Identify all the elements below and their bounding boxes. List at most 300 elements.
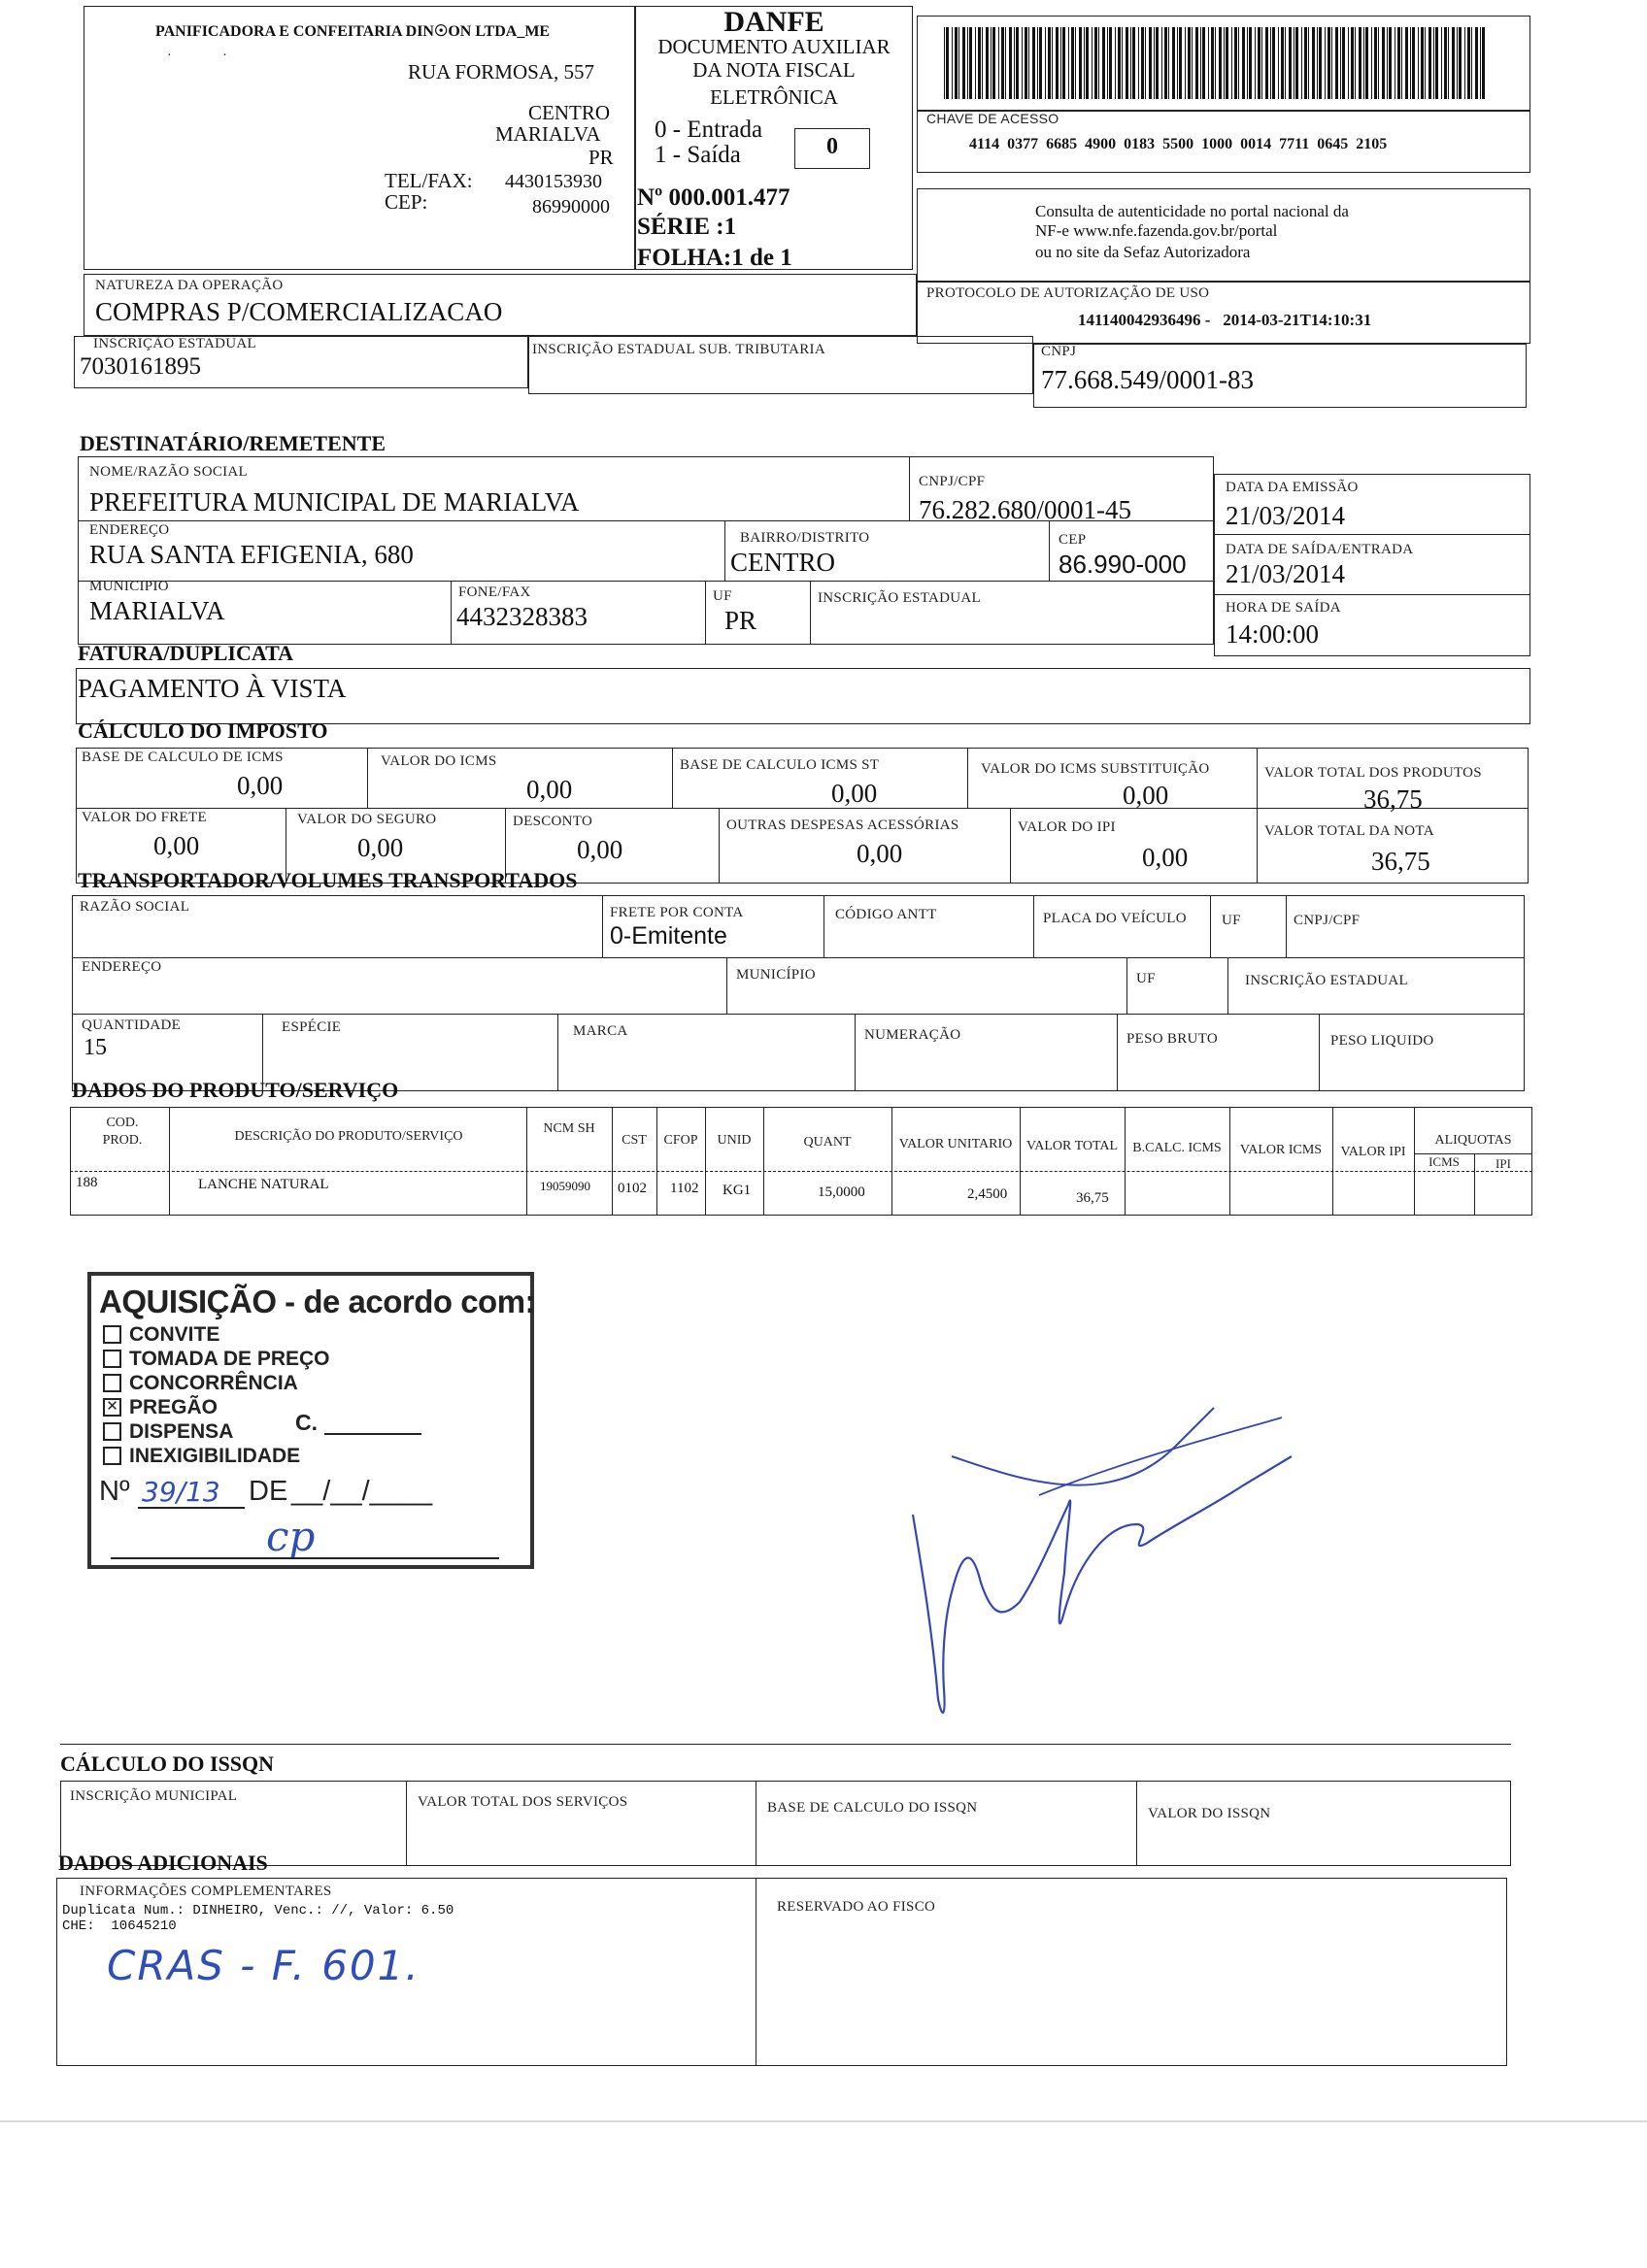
info-line-2: CHE: 10645210 [62,1918,177,1934]
barcode-bar [1382,27,1385,99]
danfe-subtitle-2: DA NOTA FISCAL [692,58,856,82]
protocolo-value: 141140042936496 - 2014-03-21T14:10:31 [1078,311,1372,329]
transp-numeracao-label: NUMERAÇÃO [864,1027,961,1043]
barcode-bar [1328,27,1330,99]
barcode-bar [1179,27,1182,99]
issqn-total-label: VALOR TOTAL DOS SERVIÇOS [418,1794,628,1810]
transp-frete-label: FRETE POR CONTA [610,905,744,920]
destinatario-section: DESTINATÁRIO/REMETENTE [80,431,386,455]
ipi: 0,00 [1142,843,1189,872]
th-cfop: CFOP [663,1133,698,1148]
issqn-section: CÁLCULO DO ISSQN [60,1751,275,1776]
danfe-saida: 1 - Saída [655,142,741,168]
barcode-bar [1145,27,1146,99]
barcode-bar [1351,27,1354,99]
barcode-bar [978,27,981,99]
dest-municipio: MARIALVA [89,596,225,625]
barcode-bar [1374,27,1377,99]
barcode-bar [1405,27,1408,99]
barcode-bar [1039,27,1042,99]
barcode-bar [1130,27,1131,99]
transp-quantidade: 15 [84,1035,107,1060]
row-quant: 15,0000 [818,1184,865,1200]
barcode-bar [1016,27,1019,99]
barcode-bar [1475,27,1478,99]
transp-uf-label: UF [1222,913,1241,928]
barcode-bar [1258,27,1260,99]
barcode-bar [1195,27,1198,99]
barcode-bar [1238,27,1239,99]
barcode-bar [946,27,949,99]
stamp-option [103,1371,330,1395]
barcode-bar [1071,27,1074,99]
protocolo-label: PROTOCOLO DE AUTORIZAÇÃO DE USO [926,285,1210,301]
emitter-dots: · · [167,49,227,63]
barcode-bar [1242,27,1245,99]
barcode-bar [1410,27,1411,99]
barcode-bar [1308,27,1309,99]
row-cst: 0102 [618,1181,647,1196]
barcode-bar [1249,27,1252,99]
barcode-bar [962,27,965,99]
barcode-bar [1215,27,1216,99]
valor-icms-label: VALOR DO ICMS [381,753,497,769]
dest-fone: 4432328383 [456,602,588,631]
barcode-bar [1278,27,1279,99]
base-st-label: BASE DE CALCULO ICMS ST [680,757,880,773]
checkbox-icon [103,1350,121,1368]
transp-marca-label: MARCA [573,1023,628,1039]
barcode [944,27,1488,99]
barcode-bar [1363,27,1364,99]
barcode-bar [1168,27,1169,99]
barcode-bar [1289,27,1292,99]
barcode-bar [1164,27,1167,99]
dest-saida: 21/03/2014 [1226,559,1346,588]
row-valor-unitario: 2,4500 [967,1186,1008,1202]
base-st: 0,00 [831,779,878,808]
barcode-bar [1444,27,1447,99]
chave-value: 4114 0377 6685 4900 0183 5500 1000 0014 7711 0645 2105 [969,136,1388,152]
danfe-tipo: 0 [826,134,838,159]
transp-quantidade-label: QUANTIDADE [82,1017,182,1033]
barcode-bar [1459,27,1462,99]
outras: 0,00 [857,839,903,868]
fatura-section: FATURA/DUPLICATA [78,641,294,665]
produtos-section: DADOS DO PRODUTO/SERVIÇO [72,1078,399,1102]
th-valor-icms: VALOR ICMS [1239,1143,1323,1157]
row-unid: KG1 [723,1183,752,1198]
seguro: 0,00 [357,833,404,862]
barcode-bar [1457,27,1458,99]
barcode-bar [1401,27,1402,99]
th-aliq-icms: ICMS [1429,1154,1460,1169]
checkbox-icon [103,1325,121,1344]
dest-cep: 86.990-000 [1059,550,1187,579]
th-valor-unitario: VALOR UNITARIO [898,1137,1013,1151]
emitter-cep: 86990000 [532,196,610,217]
transp-peso-liquido-label: PESO LIQUIDO [1330,1033,1434,1049]
barcode-bar [1062,27,1065,99]
info-handwritten: CRAS - F. 601. [107,1942,420,1989]
stamp-title: AQUISIÇÃO - de acordo com: [99,1284,536,1319]
fisco-label: RESERVADO AO FISCO [777,1899,936,1915]
frete: 0,00 [153,831,200,860]
barcode-bar [1068,27,1069,99]
barcode-bar [1325,27,1326,99]
barcode-bar [969,27,972,99]
barcode-bar [1098,27,1099,99]
barcode-bar [1132,27,1135,99]
barcode-bar [1005,27,1006,99]
barcode-bar [1412,27,1415,99]
desconto-label: DESCONTO [513,814,593,829]
checkbox-icon [103,1422,121,1441]
th-valor-ipi: VALOR IPI [1340,1145,1406,1159]
barcode-bar [1281,27,1284,99]
ie-st-label: INSCRIÇÃO ESTADUAL SUB. TRIBUTARIA [532,342,825,357]
stamp-option-label: INEXIGIBILIDADE [129,1444,301,1467]
dest-cnpj-label: CNPJ/CPF [919,474,986,489]
barcode-bar [1340,27,1341,99]
barcode-bar [1022,27,1023,99]
scan-edge [0,2120,1647,2122]
th-aliquotas: ALIQUOTAS [1434,1133,1512,1148]
issqn-valor-label: VALOR DO ISSQN [1148,1806,1271,1821]
barcode-bar [975,27,976,99]
emitter-street: RUA FORMOSA, 557 [408,60,594,83]
dest-hora: 14:00:00 [1226,619,1320,649]
emitter-district: CENTRO [528,101,610,124]
transp-endereco-label: ENDEREÇO [82,959,162,975]
barcode-bar [1102,27,1105,99]
dest-uf-label: UF [713,588,732,604]
stamp-option-label: CONVITE [129,1322,220,1346]
barcode-bar [1009,27,1012,99]
adicionais-section: DADOS ADICIONAIS [58,1851,268,1875]
barcode-bar [998,27,999,99]
dest-hora-label: HORA DE SAÍDA [1226,600,1341,616]
icms-subst: 0,00 [1123,781,1169,810]
barcode-bar [1441,27,1442,99]
transportador-section: TRANSPORTADOR/VOLUMES TRANSPORTADOS [78,868,578,892]
barcode-bar [1342,27,1345,99]
row-cod: 188 [76,1175,98,1190]
barcode-bar [1359,27,1361,99]
dest-cnpj: 76.282.680/0001-45 [919,495,1131,524]
emitter-cep-label: CEP: [385,190,428,214]
barcode-bar [1032,27,1035,99]
barcode-bar [1075,27,1076,99]
barcode-bar [1226,27,1228,99]
danfe-numero: Nº 000.001.477 [637,184,790,211]
base-icms: 0,00 [237,771,284,800]
dest-cep-label: CEP [1059,532,1087,548]
stamp-numero-label: Nº [99,1476,130,1507]
transp-especie-label: ESPÉCIE [282,1019,342,1035]
barcode-bar [1234,27,1237,99]
barcode-bar [1304,27,1307,99]
barcode-bar [967,27,968,99]
ie-value: 7030161895 [80,353,201,380]
barcode-bar [1118,27,1121,99]
barcode-bar [1188,27,1191,99]
barcode-bar [1149,27,1152,99]
barcode-bar [1319,27,1322,99]
dest-emissao-label: DATA DA EMISSÃO [1226,480,1359,495]
barcode-bar [1261,27,1262,99]
barcode-bar [1482,27,1485,99]
total-nota: 36,75 [1371,847,1430,876]
checkbox-icon [103,1374,121,1392]
barcode-bar [1200,27,1201,99]
barcode-bar [1141,27,1144,99]
th-cst: CST [622,1133,647,1148]
barcode-bar [1389,27,1392,99]
row-valor-total: 36,75 [1076,1190,1109,1206]
barcode-bar [1177,27,1178,99]
transp-frete: 0-Emitente [610,922,727,950]
barcode-bar [1208,27,1209,99]
danfe-entrada: 0 - Entrada [655,117,763,143]
stamp-de-label: DE [249,1476,288,1507]
barcode-bar [1060,27,1061,99]
barcode-bar [1138,27,1139,99]
dest-endereco-label: ENDEREÇO [89,522,170,538]
checked-box-icon: ✕ [103,1398,121,1417]
danfe-subtitle-3: ELETRÔNICA [710,85,838,109]
signature [893,1379,1301,1728]
stamp-option [103,1347,330,1371]
outras-label: OUTRAS DESPESAS ACESSÓRIAS [726,817,959,833]
transp-antt-label: CÓDIGO ANTT [835,907,937,922]
fatura-value: PAGAMENTO À VISTA [78,674,347,703]
dest-endereco: RUA SANTA EFIGENIA, 680 [89,540,414,569]
transp-placa-label: PLACA DO VEÍCULO [1043,911,1187,926]
barcode-bar [1161,27,1162,99]
barcode-bar [1331,27,1332,99]
transp-razao-label: RAZÃO SOCIAL [80,899,190,915]
barcode-bar [1255,27,1256,99]
th-ncm: NCM SH [543,1121,595,1136]
barcode-bar [1429,27,1431,99]
barcode-bar [1122,27,1123,99]
ie-label: INSCRIÇÃO ESTADUAL [93,336,256,351]
stamp-option [103,1444,330,1468]
dest-emissao: 21/03/2014 [1226,501,1346,530]
issqn-im-label: INSCRIÇÃO MUNICIPAL [70,1788,238,1804]
barcode-bar [991,27,992,99]
barcode-bar [1312,27,1315,99]
imposto-section: CÁLCULO DO IMPOSTO [78,718,328,743]
barcode-bar [1355,27,1356,99]
barcode-bar [1192,27,1193,99]
barcode-bar [955,27,958,99]
stamp-numero: 39/13 [142,1476,220,1508]
barcode-bar [1079,27,1082,99]
stamp-option-label: PREGÃO [129,1395,218,1418]
emitter-state: PR [588,146,614,169]
barcode-bar [992,27,995,99]
emitter-tel: 4430153930 [505,171,602,192]
barcode-bar [1448,27,1449,99]
ipi-label: VALOR DO IPI [1018,819,1116,835]
barcode-bar [1028,27,1029,99]
barcode-bar [952,27,953,99]
th-unid: UNID [717,1133,752,1148]
row-cfop: 1102 [670,1181,699,1196]
barcode-bar [1365,27,1368,99]
dest-saida-label: DATA DE SAÍDA/ENTRADA [1226,542,1414,557]
transp-uf2-label: UF [1136,971,1156,986]
barcode-bar [1285,27,1286,99]
barcode-bar [1480,27,1481,99]
barcode-bar [1317,27,1318,99]
dest-nome: PREFEITURA MUNICIPAL DE MARIALVA [89,487,580,517]
chave-label: CHAVE DE ACESSO [926,111,1059,126]
consulta-line-2: NF-e www.nfe.fazenda.gov.br/portal [1035,221,1278,240]
barcode-bar [1211,27,1214,99]
barcode-bar [958,27,959,99]
th-bcalc: B.CALC. ICMS [1132,1141,1222,1155]
th-cod: COD. PROD. [102,1116,143,1148]
barcode-bar [1265,27,1268,99]
transp-municipio-label: MUNICÍPIO [736,967,816,983]
barcode-bar [1126,27,1128,99]
emitter-name: PANIFICADORA E CONFEITARIA DIN☉ON LTDA_ME [155,23,551,40]
danfe-title: DANFE [723,6,824,38]
barcode-bar [1154,27,1155,99]
barcode-bar [1371,27,1372,99]
barcode-bar [1335,27,1338,99]
barcode-bar [1247,27,1248,99]
barcode-bar [1025,27,1027,99]
stamp-initials: cp [266,1513,316,1560]
barcode-bar [944,27,945,99]
frete-label: VALOR DO FRETE [82,810,207,825]
th-descricao: DESCRIÇÃO DO PRODUTO/SERVIÇO [234,1129,463,1144]
base-icms-label: BASE DE CALCULO DE ICMS [82,750,284,765]
barcode-bar [1202,27,1205,99]
barcode-bar [1295,27,1298,99]
stamp-option [103,1322,330,1347]
barcode-bar [1001,27,1004,99]
cnpj-emit-value: 77.668.549/0001-83 [1041,365,1254,394]
barcode-bar [1014,27,1015,99]
barcode-bar [1084,27,1085,99]
barcode-bar [1172,27,1175,99]
barcode-bar [1115,27,1116,99]
issqn-base-label: BASE DE CALCULO DO ISSQN [767,1800,978,1816]
dest-ie-label: INSCRIÇÃO ESTADUAL [818,590,981,606]
danfe-subtitle-1: DOCUMENTO AUXILIAR [657,35,891,58]
barcode-bar [1418,27,1419,99]
barcode-bar [1387,27,1388,99]
barcode-bar [1433,27,1434,99]
icms-subst-label: VALOR DO ICMS SUBSTITUIÇÃO [981,761,1210,777]
barcode-bar [1471,27,1472,99]
barcode-bar [1397,27,1400,99]
transp-cnpj-label: CNPJ/CPF [1294,913,1361,928]
danfe-folha: FOLHA:1 de 1 [637,245,792,271]
consulta-line-3: ou no site da Sefaz Autorizadora [1035,243,1251,261]
transp-ie-label: INSCRIÇÃO ESTADUAL [1245,973,1408,988]
barcode-bar [986,27,989,99]
barcode-bar [1378,27,1379,99]
stamp-c-label: C. [295,1410,318,1435]
barcode-bar [1270,27,1271,99]
barcode-bar [1452,27,1455,99]
barcode-bar [1156,27,1159,99]
barcode-bar [1425,27,1426,99]
dest-bairro: CENTRO [730,548,835,577]
stamp-date-slots: __/__/____ [291,1476,433,1507]
total-nota-label: VALOR TOTAL DA NOTA [1264,823,1434,839]
desconto: 0,00 [577,835,623,864]
stamp-option-label: DISPENSA [129,1419,234,1443]
th-quant: QUANT [803,1135,852,1150]
stamp-options [103,1322,330,1468]
barcode-bar [1435,27,1438,99]
natureza-label: NATUREZA DA OPERAÇÃO [95,278,284,293]
consulta-line-1: Consulta de autenticidade no portal nacional da [1035,202,1349,220]
natureza-value: COMPRAS P/COMERCIALIZACAO [95,297,503,326]
issqn-box [60,1781,1511,1866]
barcode-bar [1107,27,1108,99]
barcode-bar [1348,27,1349,99]
barcode-bar [1037,27,1038,99]
row-ncm: 19059090 [540,1179,590,1193]
barcode-bar [1052,27,1053,99]
dest-municipio-label: MUNICIPIO [89,579,169,594]
barcode-bar [1224,27,1225,99]
barcode-bar [1094,27,1097,99]
info-label: INFORMAÇÕES COMPLEMENTARES [80,1884,332,1899]
barcode-bar [1048,27,1051,99]
total-prod: 36,75 [1363,784,1423,814]
barcode-bar [1109,27,1112,99]
total-prod-label: VALOR TOTAL DOS PRODUTOS [1264,765,1482,781]
transp-peso-bruto-label: PESO BRUTO [1126,1031,1218,1047]
stamp-option-label: TOMADA DE PREÇO [129,1347,330,1370]
barcode-bar [1219,27,1222,99]
cnpj-emit-label: CNPJ [1041,344,1077,359]
emitter-tel-label: TEL/FAX: [385,169,473,192]
valor-icms: 0,00 [526,775,573,804]
dest-fone-label: FONE/FAX [458,584,531,600]
barcode-bar [1272,27,1275,99]
th-aliq-ipi: IPI [1496,1156,1511,1171]
th-valor-total: VALOR TOTAL [1025,1139,1119,1153]
barcode-bar [1421,27,1424,99]
barcode-bar [982,27,983,99]
emitter-city: MARIALVA [495,122,601,146]
barcode-bar [1231,27,1232,99]
produtos-table [70,1107,1532,1216]
barcode-bar [1467,27,1470,99]
aquisicao-stamp [87,1272,534,1569]
dest-bairro-label: BAIRRO/DISTRITO [740,530,870,546]
barcode-bar [1086,27,1089,99]
barcode-bar [1185,27,1186,99]
stamp-option-label: CONCORRÊNCIA [129,1371,298,1394]
dest-uf: PR [724,606,757,635]
barcode-bar [1045,27,1046,99]
seguro-label: VALOR DO SEGURO [297,812,437,827]
dest-nome-label: NOME/RAZÃO SOCIAL [89,464,249,480]
barcode-bar [1056,27,1059,99]
checkbox-icon [103,1447,121,1465]
